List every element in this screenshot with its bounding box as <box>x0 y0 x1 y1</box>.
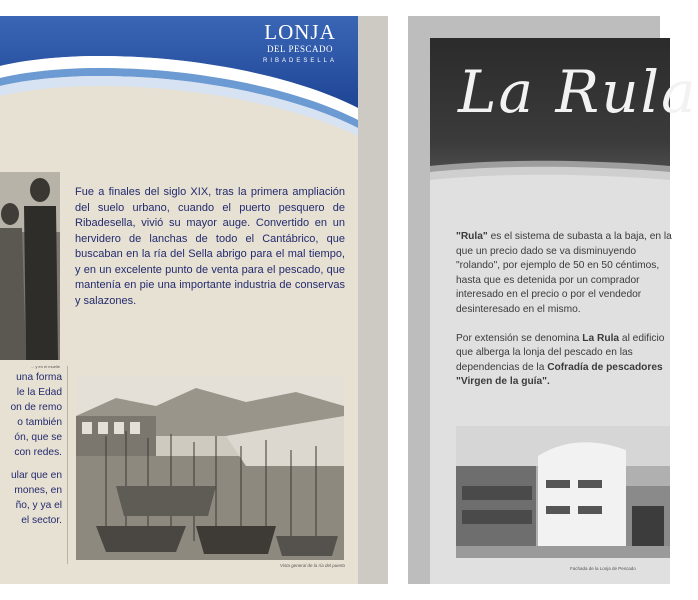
rula-description <box>456 230 676 404</box>
definition-text: es el sistema de subasta a la baja, en la que un precio dado se va disminuyendo "rolando", por ejemplo de 50 en 50 céntimos, hasta que es detenida por un comprador interesado en el precio o por el vendedor desinteresado en el mismo. <box>456 231 672 315</box>
extension-paragraph <box>456 332 676 390</box>
column-line: o también <box>17 417 62 428</box>
building-caption: Fachada de la Lonja de Pescado <box>570 566 636 571</box>
la-rula-term: La Rula <box>582 332 620 344</box>
harbor-photo <box>76 376 344 560</box>
gray-wave <box>430 156 670 196</box>
column-line: mones, en <box>14 485 62 496</box>
logo-town: RIBADESELLA <box>262 58 338 64</box>
rula-title: La Rula <box>458 58 698 126</box>
column-line: ular que en <box>11 470 62 481</box>
extension-text-2: al edificio que alberga la lonja del pescado en las dependencias de la <box>456 332 665 373</box>
column-divider <box>67 366 68 564</box>
left-poster <box>0 16 388 584</box>
photo-caption: ... y en el muelle <box>30 364 60 369</box>
history-paragraph: Fue a finales del siglo XIX, tras la primera ampliación del suelo urbano, cuando el puerto pesquero de Ribadesella, vivió su mayor auge. Convertido en un hervidero de lanchas de todo el Cantábrico, que buscaban en la ría del Sella abrigo para el mal tiempo, y en un excelente punto de venta para el pescado, que mantenía en pie una importante industria de conservas y salazones. <box>75 186 345 307</box>
right-poster <box>408 16 698 584</box>
rula-header <box>430 38 698 186</box>
fishermen-photo <box>0 172 60 360</box>
wall-strip <box>358 16 388 584</box>
column-line: le la Edad <box>16 387 62 398</box>
cofradia-term: Cofradía de pescadores <box>547 361 663 373</box>
definition-paragraph <box>456 230 676 318</box>
harbor-caption: Vista general de la ría del puerto <box>280 563 345 568</box>
column-line: ón, que se <box>14 432 62 443</box>
column-line: ño, y ya el <box>15 500 62 511</box>
column-line: una forma <box>16 372 62 383</box>
right-poster-board <box>430 38 698 584</box>
column-line: on de remo <box>10 402 62 413</box>
logo-subtitle: DEL PESCADO <box>267 44 333 54</box>
left-poster-header <box>0 16 358 142</box>
column-line: el sector. <box>21 515 62 526</box>
rula-term: "Rula" <box>456 231 488 242</box>
virgen-term: "Virgen de la guía". <box>456 376 550 388</box>
extension-text-1: Por extensión se denomina <box>456 332 583 344</box>
cropped-column-text <box>0 370 62 536</box>
column-line: con redes. <box>14 447 62 458</box>
lonja-building-photo <box>456 426 670 558</box>
logo-title: LONJA <box>264 20 336 44</box>
